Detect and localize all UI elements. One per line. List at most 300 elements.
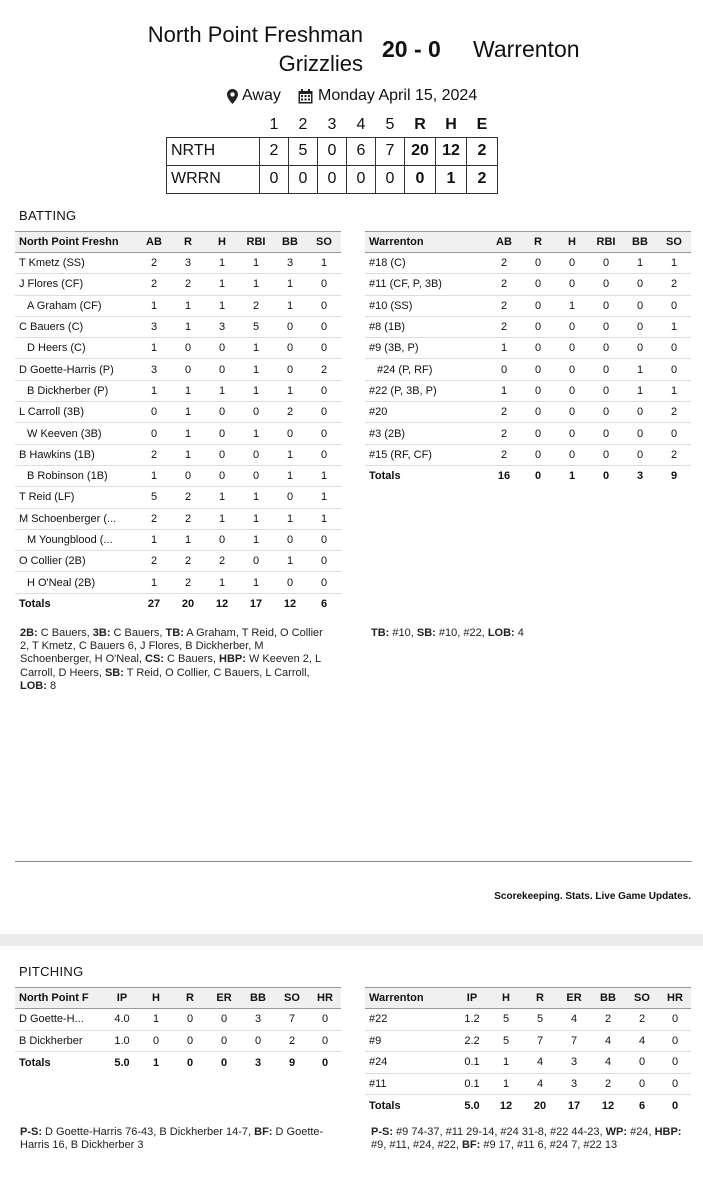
pitching-title: PITCHING — [19, 964, 84, 979]
stat-value: 0 — [171, 465, 205, 486]
stat-value: 0 — [555, 316, 589, 337]
stat-value: 2 — [657, 274, 691, 295]
totals-label: Totals — [369, 470, 401, 483]
inning-runs: 0 — [318, 137, 347, 165]
stat-value: 0 — [307, 529, 341, 550]
stat-value: 7 — [523, 1030, 557, 1052]
stat-value: 1 — [239, 423, 273, 444]
stat-value: 0 — [273, 572, 307, 593]
table-row — [365, 338, 691, 359]
note-label: LOB: — [20, 679, 47, 692]
stat-value: 0 — [307, 572, 341, 593]
stat-value: 1 — [137, 529, 171, 550]
game-meta — [0, 85, 703, 107]
total-value: 1 — [152, 1056, 160, 1069]
stat-value: 1 — [273, 274, 307, 295]
stat-value: 3 — [557, 1052, 591, 1074]
stat-value: 1 — [307, 508, 341, 529]
player-name: B Robinson (1B) — [15, 465, 137, 486]
home-batting-notes — [20, 627, 335, 693]
stat-column-header: BB — [241, 988, 275, 1009]
stat-column-header: H — [139, 988, 173, 1009]
total-value: 20 — [533, 1099, 547, 1112]
table-row — [365, 1009, 691, 1031]
stat-value: 0 — [137, 402, 171, 423]
total-value: 12 — [499, 1099, 513, 1112]
table-row — [15, 1009, 341, 1031]
away-batting-table — [365, 231, 691, 487]
inning-runs: 2 — [260, 137, 289, 165]
inning-header: 5 — [385, 115, 395, 133]
stat-value: 2 — [273, 402, 307, 423]
stat-value: 2 — [487, 423, 521, 444]
total-value: 3 — [636, 470, 644, 483]
total-value: 1 — [568, 470, 576, 483]
stat-value: 1 — [239, 253, 273, 274]
stat-value: 1 — [239, 572, 273, 593]
stat-value: 1 — [657, 253, 691, 274]
inning-runs: 0 — [318, 165, 347, 193]
stat-value: 0 — [589, 253, 623, 274]
note-text: C Bauers, — [37, 627, 93, 639]
stat-value: 0 — [309, 1009, 341, 1031]
stat-value: 1 — [489, 1073, 523, 1095]
inning-runs: 0 — [347, 165, 376, 193]
stat-value: 5 — [137, 487, 171, 508]
stat-value: 0 — [589, 338, 623, 359]
team-total: 12 — [436, 137, 467, 165]
stat-value: 2 — [137, 274, 171, 295]
note-label: BF: — [461, 1139, 481, 1152]
stat-value: 1 — [239, 338, 273, 359]
stat-value: 0 — [273, 316, 307, 337]
team-total: 1 — [436, 165, 467, 193]
stat-value: 0.1 — [455, 1052, 489, 1074]
stat-value: 0 — [205, 529, 239, 550]
stat-value: 2 — [487, 295, 521, 316]
stat-value: 1 — [239, 487, 273, 508]
note-text: #10, #22, — [435, 627, 488, 639]
player-name: #3 (2B) — [365, 423, 487, 444]
stat-value: 1 — [171, 529, 205, 550]
stat-value: 2 — [137, 508, 171, 529]
header-row — [365, 232, 691, 253]
stat-value: 0 — [273, 529, 307, 550]
stat-value: 0 — [589, 444, 623, 465]
stat-value: 2 — [171, 487, 205, 508]
table-row — [15, 551, 341, 572]
stat-value: 0 — [625, 1052, 659, 1074]
table-body — [15, 1009, 341, 1074]
total-value: 12 — [601, 1099, 615, 1112]
note-label: SB: — [104, 666, 124, 679]
stat-value: 3 — [241, 1009, 275, 1031]
stat-value: 0 — [307, 402, 341, 423]
table-row — [15, 529, 341, 550]
stat-value: 1 — [139, 1009, 173, 1031]
table-header — [365, 988, 691, 1009]
total-value: 20 — [181, 598, 195, 611]
total-value: 0 — [220, 1056, 228, 1069]
stat-value: 0 — [273, 338, 307, 359]
stat-value: 0 — [171, 338, 205, 359]
table-row — [365, 402, 691, 423]
away-pitching-table — [365, 987, 691, 1116]
table-row — [15, 253, 341, 274]
table-row — [365, 423, 691, 444]
player-name: H O'Neal (2B) — [15, 572, 137, 593]
table-row — [15, 444, 341, 465]
player-name: J Flores (CF) — [15, 274, 137, 295]
stat-value: 1 — [623, 380, 657, 401]
player-name: D Goette-Harris (P) — [15, 359, 137, 380]
batting-title: BATTING — [19, 208, 77, 223]
note-text: C Bauers, — [110, 627, 166, 639]
stat-value: 0 — [205, 465, 239, 486]
totals-row — [15, 1052, 341, 1074]
stat-value: 0.1 — [455, 1073, 489, 1095]
stat-value: 4 — [591, 1052, 625, 1074]
stat-value: 0 — [171, 359, 205, 380]
away-batting-notes — [371, 627, 686, 640]
stat-column-header: H — [489, 988, 523, 1009]
stat-value: 1 — [239, 274, 273, 295]
header-row — [365, 988, 691, 1009]
stat-value: 0 — [555, 402, 589, 423]
note-label: WP: — [605, 1126, 628, 1138]
note-label: P-S: — [20, 1126, 42, 1138]
player-name: #10 (SS) — [365, 295, 487, 316]
note-label: P-S: — [371, 1126, 393, 1138]
home-team-name: North Point Freshman Grizzlies — [147, 22, 363, 76]
note-text: D Goette-Harris 16, B Dickherber 3 — [20, 1126, 324, 1152]
stat-column-header: BB — [591, 988, 625, 1009]
stat-value: 0 — [241, 1030, 275, 1052]
stat-value: 1 — [489, 1052, 523, 1074]
player-name: M Schoenberger (... — [15, 508, 137, 529]
stat-value: 1 — [307, 253, 341, 274]
divider — [15, 861, 692, 862]
hits-header: H — [445, 115, 457, 133]
inning-header: 2 — [298, 115, 308, 133]
stat-value: 2 — [239, 295, 273, 316]
stat-value: 1 — [205, 508, 239, 529]
map-pin-icon — [227, 89, 238, 104]
calendar-icon — [298, 89, 313, 104]
player-name: #9 — [365, 1030, 455, 1052]
stat-value: 3 — [137, 316, 171, 337]
final-score: 20 - 0 — [382, 36, 441, 62]
stat-value: 0 — [273, 423, 307, 444]
stat-column-header: IP — [455, 988, 489, 1009]
totals-row — [365, 1095, 691, 1117]
player-name: #24 — [365, 1052, 455, 1074]
stat-value: 0 — [623, 274, 657, 295]
stat-value: 4 — [523, 1052, 557, 1074]
note-text: A Graham, T Reid, O Collier 2, T Kmetz, C Bauers 6, J Flores, B Dickherber, M Schoenberger, H O'Neal, — [20, 627, 323, 666]
stat-value: 1 — [487, 338, 521, 359]
table-row — [365, 1030, 691, 1052]
player-name: #22 — [365, 1009, 455, 1031]
player-name: #11 (CF, P, 3B) — [365, 274, 487, 295]
table-row — [365, 295, 691, 316]
stat-value: 2 — [137, 444, 171, 465]
stat-value: 0 — [555, 338, 589, 359]
table-body — [15, 253, 341, 615]
note-label: HBP: — [219, 653, 246, 666]
player-name: W Keeven (3B) — [15, 423, 137, 444]
totals-label: Totals — [19, 1056, 51, 1069]
linescore-table — [166, 113, 498, 194]
inning-runs: 5 — [289, 137, 318, 165]
stat-value: 0 — [623, 338, 657, 359]
team-total: 20 — [405, 137, 436, 165]
stat-value: 2 — [171, 551, 205, 572]
stat-value: 0 — [589, 295, 623, 316]
stat-value: 3 — [171, 253, 205, 274]
player-name: B Dickherber (P) — [15, 380, 137, 401]
stat-value: 1 — [205, 274, 239, 295]
stat-value: 1 — [273, 551, 307, 572]
stat-value: 3 — [205, 316, 239, 337]
stat-value: 0 — [307, 316, 341, 337]
linescore-row — [167, 165, 498, 193]
table-body — [365, 253, 691, 487]
stat-value: 0 — [207, 1009, 241, 1031]
stat-value: 0 — [205, 423, 239, 444]
stat-value: 0 — [555, 423, 589, 444]
stat-value: 0 — [173, 1009, 207, 1031]
stat-value: 0 — [623, 316, 657, 337]
stat-value: 1 — [171, 402, 205, 423]
table-row — [15, 380, 341, 401]
player-name: D Goette-H... — [15, 1009, 105, 1031]
stat-value: 0 — [589, 380, 623, 401]
stat-value: 0 — [659, 1073, 691, 1095]
stat-value: 2 — [487, 253, 521, 274]
stat-value: 3 — [273, 253, 307, 274]
tagline: Scorekeeping. Stats. Live Game Updates. — [494, 891, 691, 902]
stat-value: 0 — [273, 487, 307, 508]
away-pitching-notes — [371, 1126, 686, 1152]
stat-value: 0 — [173, 1030, 207, 1052]
note-text: #9 74-37, #11 29-14, #24 31-8, #22 44-23, — [393, 1126, 606, 1138]
stat-value: 4 — [557, 1009, 591, 1031]
stat-value: 0 — [625, 1073, 659, 1095]
total-value: 0 — [534, 470, 542, 483]
stat-value: 1 — [205, 295, 239, 316]
total-value: 16 — [497, 470, 511, 483]
stat-value: 1 — [273, 508, 307, 529]
stat-value: 0 — [623, 444, 657, 465]
player-name: D Heers (C) — [15, 338, 137, 359]
stat-value: 0 — [521, 316, 555, 337]
player-name: #24 (P, RF) — [365, 359, 487, 380]
stat-value: 0 — [659, 1030, 691, 1052]
stat-column-header: AB — [487, 232, 521, 253]
stat-column-header: ER — [557, 988, 591, 1009]
team-abbr: NRTH — [167, 137, 260, 165]
stat-value: 1 — [273, 380, 307, 401]
player-name: #20 — [365, 402, 487, 423]
player-name: T Reid (LF) — [15, 487, 137, 508]
table-row — [15, 487, 341, 508]
stat-value: 0 — [239, 444, 273, 465]
stat-value: 1 — [307, 487, 341, 508]
stat-value: 0 — [555, 274, 589, 295]
inning-runs: 0 — [260, 165, 289, 193]
table-row — [15, 423, 341, 444]
location — [227, 87, 281, 105]
stat-value: 0 — [623, 423, 657, 444]
stat-value: 0 — [521, 380, 555, 401]
stat-value: 1 — [205, 380, 239, 401]
stat-value: 2 — [487, 444, 521, 465]
name-column-header: Warrenton — [365, 988, 455, 1009]
stat-value: 2 — [657, 444, 691, 465]
table-row — [365, 444, 691, 465]
note-text: #10, — [389, 627, 417, 639]
stat-value: 2 — [591, 1009, 625, 1031]
home-pitching-table — [15, 987, 341, 1073]
stat-value: 2 — [657, 402, 691, 423]
stat-value: 5 — [489, 1030, 523, 1052]
player-name: #9 (3B, P) — [365, 338, 487, 359]
total-value: 5.0 — [464, 1099, 480, 1112]
stat-value: 1 — [205, 572, 239, 593]
stat-value: 1 — [137, 338, 171, 359]
stat-column-header: R — [523, 988, 557, 1009]
stat-value: 0 — [205, 444, 239, 465]
stat-value: 0 — [521, 444, 555, 465]
table-row — [365, 274, 691, 295]
stat-column-header: ER — [207, 988, 241, 1009]
note-text: 4 — [514, 627, 524, 639]
stat-value: 0 — [487, 359, 521, 380]
section-gap — [0, 934, 703, 946]
stat-value: 3 — [557, 1073, 591, 1095]
stat-value: 4.0 — [105, 1009, 139, 1031]
total-value: 0 — [186, 1056, 194, 1069]
stat-value: 0 — [239, 465, 273, 486]
stat-value: 1.2 — [455, 1009, 489, 1031]
player-name: #18 (C) — [365, 253, 487, 274]
stat-column-header: HR — [659, 988, 691, 1009]
table-body — [365, 1009, 691, 1117]
game-header — [0, 18, 703, 88]
stat-value: 2.2 — [455, 1030, 489, 1052]
team-abbr: WRRN — [167, 165, 260, 193]
team-total: 0 — [405, 165, 436, 193]
stat-value: 0 — [555, 359, 589, 380]
stat-value: 0 — [205, 402, 239, 423]
total-value: 6 — [638, 1099, 646, 1112]
total-value: 6 — [320, 598, 328, 611]
note-label: 3B: — [92, 627, 111, 639]
stat-value: 1 — [205, 253, 239, 274]
stat-column-header: RBI — [239, 232, 273, 253]
stat-value: 0 — [205, 338, 239, 359]
stat-value: 0 — [273, 359, 307, 380]
table-row — [365, 1052, 691, 1074]
table-row — [365, 359, 691, 380]
total-value: 12 — [215, 598, 229, 611]
total-value: 9 — [670, 470, 678, 483]
stat-value: 0 — [205, 359, 239, 380]
away-team-name: Warrenton — [473, 36, 580, 62]
player-name: C Bauers (C) — [15, 316, 137, 337]
stat-value: 1 — [273, 465, 307, 486]
stat-column-header: BB — [623, 232, 657, 253]
stat-value: 1 — [623, 253, 657, 274]
stat-value: 0 — [139, 1030, 173, 1052]
stat-value: 1 — [171, 444, 205, 465]
inning-runs: 0 — [289, 165, 318, 193]
table-row — [15, 295, 341, 316]
stat-value: 5 — [489, 1009, 523, 1031]
stat-value: 1.0 — [105, 1030, 139, 1052]
stat-value: 2 — [137, 551, 171, 572]
date-label: Monday April 15, 2024 — [318, 87, 478, 104]
stat-value: 2 — [137, 253, 171, 274]
stat-value: 0 — [555, 444, 589, 465]
stat-value: 2 — [205, 551, 239, 572]
stat-value: 1 — [239, 529, 273, 550]
stat-value: 1 — [555, 295, 589, 316]
stat-value: 1 — [137, 465, 171, 486]
stat-column-header: SO — [307, 232, 341, 253]
stat-column-header: BB — [273, 232, 307, 253]
name-column-header: Warrenton — [365, 232, 487, 253]
player-name: #15 (RF, CF) — [365, 444, 487, 465]
stat-value: 0 — [589, 423, 623, 444]
inning-header: 4 — [356, 115, 366, 133]
player-name: O Collier (2B) — [15, 551, 137, 572]
total-value: 17 — [567, 1099, 581, 1112]
errors-header: E — [476, 115, 488, 133]
player-name: L Carroll (3B) — [15, 402, 137, 423]
team-total: 2 — [467, 165, 498, 193]
stat-value: 0 — [521, 274, 555, 295]
stat-value: 0 — [657, 359, 691, 380]
stat-column-header: R — [171, 232, 205, 253]
stat-value: 0 — [555, 253, 589, 274]
stat-value: 0 — [657, 338, 691, 359]
stat-column-header: SO — [657, 232, 691, 253]
stat-column-header: H — [205, 232, 239, 253]
stat-value: 1 — [239, 380, 273, 401]
stat-value: 0 — [521, 423, 555, 444]
note-label: LOB: — [487, 627, 515, 639]
stat-value: 3 — [137, 359, 171, 380]
note-label: 2B: — [20, 627, 38, 639]
inning-runs: 0 — [376, 165, 405, 193]
stat-value: 1 — [307, 465, 341, 486]
table-row — [15, 1030, 341, 1052]
note-text: #9, #11, #24, #22, — [371, 1139, 462, 1152]
stat-value: 4 — [591, 1030, 625, 1052]
stat-value: 0 — [207, 1030, 241, 1052]
total-value: 0 — [671, 1099, 679, 1112]
total-value: 12 — [283, 598, 297, 611]
stat-column-header: H — [555, 232, 589, 253]
stat-value: 1 — [137, 295, 171, 316]
table-row — [15, 508, 341, 529]
stat-column-header: RBI — [589, 232, 623, 253]
stat-value: 0 — [307, 295, 341, 316]
note-label: SB: — [416, 627, 436, 639]
totals-label: Totals — [369, 1099, 401, 1112]
